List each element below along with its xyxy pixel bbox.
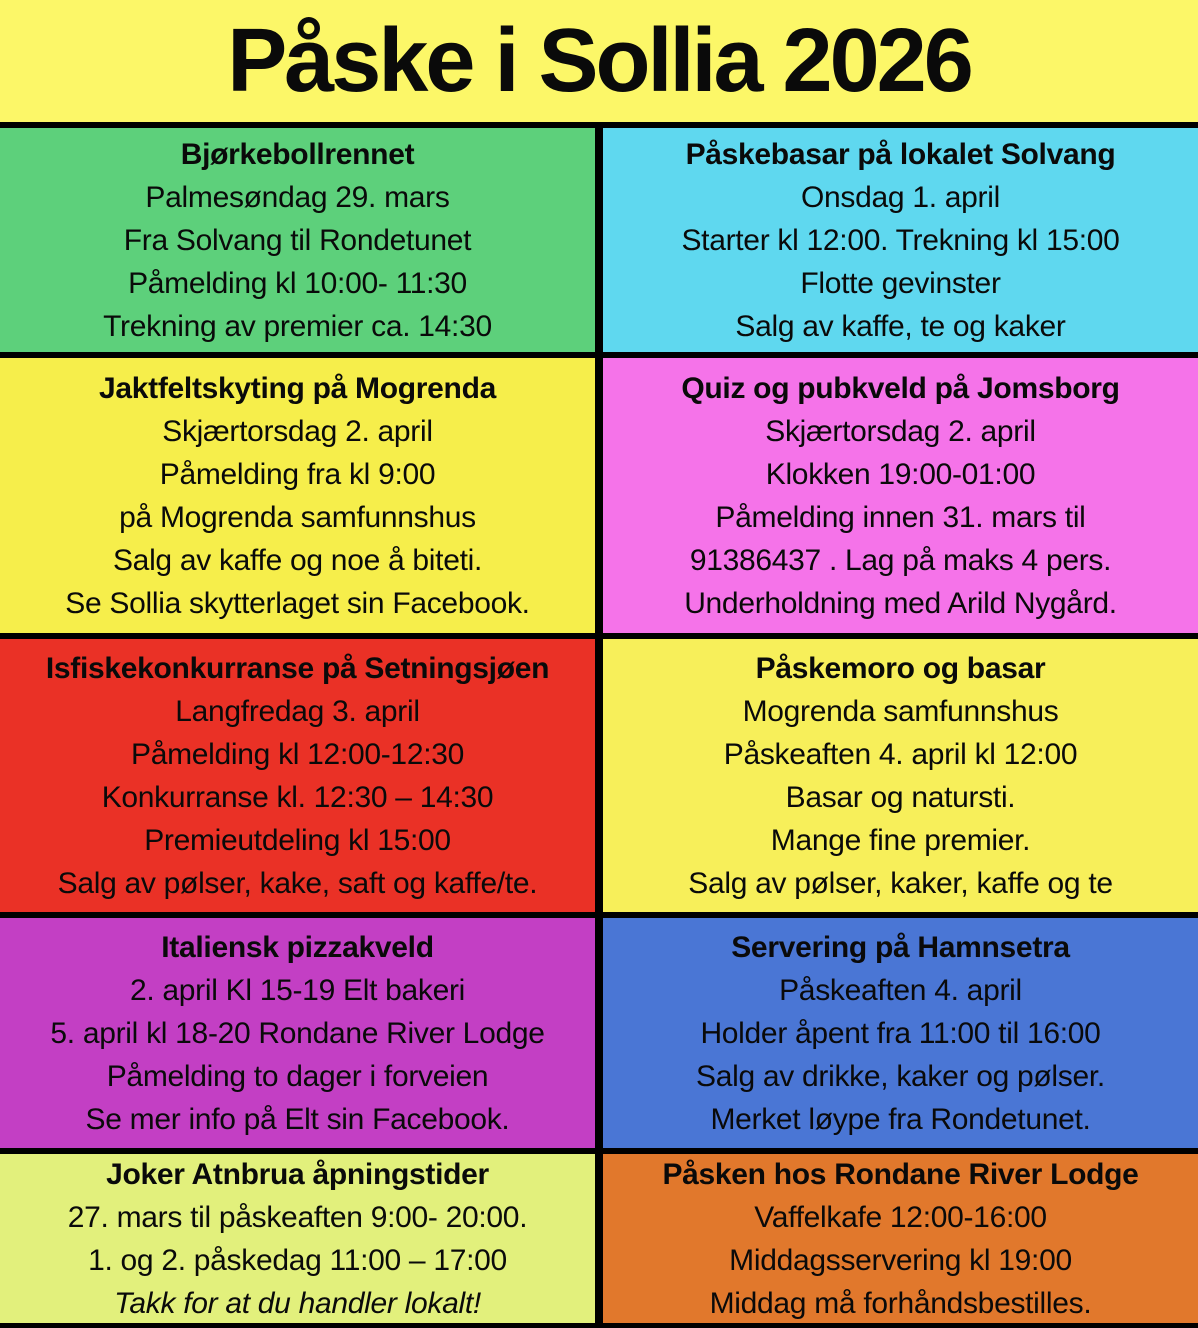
event-title: Italiensk pizzakveld: [161, 930, 434, 964]
event-line: Påmelding kl 12:00-12:30: [130, 737, 465, 771]
event-line: Salg av pølser, kake, saft og kaffe/te.: [57, 866, 538, 900]
event-title: Servering på Hamnsetra: [731, 930, 1070, 964]
event-line: Se mer info på Elt sin Facebook.: [85, 1102, 510, 1136]
event-line: Onsdag 1. april: [801, 180, 1000, 214]
event-line: Flotte gevinster: [800, 266, 1001, 300]
event-line: 2. april Kl 15-19 Elt bakeri: [129, 973, 466, 1007]
event-line: Se Sollia skytterlaget sin Facebook.: [65, 586, 530, 620]
event-title: Joker Atnbrua åpningstider: [106, 1157, 489, 1191]
event-title: Quiz og pubkveld på Jomsborg: [681, 371, 1120, 405]
event-line: Påmelding kl 10:00- 11:30: [128, 266, 467, 300]
event-line: Salg av pølser, kaker, kaffe og te: [688, 866, 1113, 900]
event-line: Holder åpent fra 11:00 til 16:00: [700, 1016, 1101, 1050]
event-card-quiz-pubkveld-jomsborg: [603, 358, 1198, 633]
poster-header: [0, 0, 1198, 122]
event-card-servering-hamnsetra: [603, 918, 1198, 1148]
event-line: Skjærtorsdag 2. april: [765, 414, 1036, 448]
event-title: Påskebasar på lokalet Solvang: [685, 137, 1116, 171]
event-line: Fra Solvang til Rondetunet: [123, 223, 472, 257]
event-card-rondane-river-lodge: [603, 1154, 1198, 1323]
event-line: Klokken 19:00-01:00: [765, 457, 1036, 491]
event-card-jaktfeltskyting-mogrenda: [0, 358, 595, 633]
event-card-paskemoro-basar: [603, 639, 1198, 912]
event-card-italiensk-pizzakveld: [0, 918, 595, 1148]
event-line-slogan: Takk for at du handler lokalt!: [114, 1286, 481, 1320]
event-line: Trekning av premier ca. 14:30: [103, 309, 492, 343]
event-line: Palmesøndag 29. mars: [145, 180, 450, 214]
event-line: på Mogrenda samfunnshus: [119, 500, 476, 534]
event-card-joker-atnbrua: [0, 1154, 595, 1323]
event-line: Påskeaften 4. april: [779, 973, 1022, 1007]
event-card-bjorkebollrennet: [0, 128, 595, 352]
event-title: Bjørkebollrennet: [180, 137, 415, 171]
event-line: Middagsservering kl 19:00: [729, 1243, 1072, 1277]
event-line: Mogrenda samfunnshus: [742, 694, 1059, 728]
event-line: Langfredag 3. april: [175, 694, 420, 728]
event-title: Jaktfeltskyting på Mogrenda: [99, 371, 496, 405]
event-line: 91386437 . Lag på maks 4 pers.: [689, 543, 1112, 577]
event-title: Påskemoro og basar: [755, 651, 1046, 685]
event-line: Konkurranse kl. 12:30 – 14:30: [101, 780, 494, 814]
event-line: Underholdning med Arild Nygård.: [684, 586, 1117, 620]
event-line: Starter kl 12:00. Trekning kl 15:00: [681, 223, 1120, 257]
event-card-paskebasar-solvang: [603, 128, 1198, 352]
event-line: Skjærtorsdag 2. april: [162, 414, 433, 448]
poster-title: Påske i Sollia 2026: [227, 10, 971, 111]
event-line: Påskeaften 4. april kl 12:00: [723, 737, 1078, 771]
event-line: Mange fine premier.: [770, 823, 1031, 857]
event-line: 5. april kl 18-20 Rondane River Lodge: [50, 1016, 545, 1050]
event-line: Påmelding fra kl 9:00: [159, 457, 436, 491]
event-line: Middag må forhåndsbestilles.: [709, 1286, 1092, 1320]
event-line: Salg av kaffe og noe å biteti.: [112, 543, 483, 577]
event-line: Basar og natursti.: [785, 780, 1016, 814]
event-line: 27. mars til påskeaften 9:00- 20:00.: [67, 1200, 528, 1234]
event-card-isfiskekonkurranse: [0, 639, 595, 912]
event-line: 1. og 2. påskedag 11:00 – 17:00: [88, 1243, 507, 1277]
event-title: Isfiskekonkurranse på Setningsjøen: [45, 651, 550, 685]
event-line: Salg av drikke, kaker og pølser.: [696, 1059, 1105, 1093]
event-title: Påsken hos Rondane River Lodge: [662, 1157, 1139, 1191]
event-line: Påmelding to dager i forveien: [106, 1059, 489, 1093]
event-line: Salg av kaffe, te og kaker: [735, 309, 1066, 343]
event-line: Premieutdeling kl 15:00: [144, 823, 451, 857]
event-line: Vaffelkafe 12:00-16:00: [754, 1200, 1047, 1234]
event-line: Påmelding innen 31. mars til: [715, 500, 1086, 534]
event-line: Merket løype fra Rondetunet.: [710, 1102, 1091, 1136]
